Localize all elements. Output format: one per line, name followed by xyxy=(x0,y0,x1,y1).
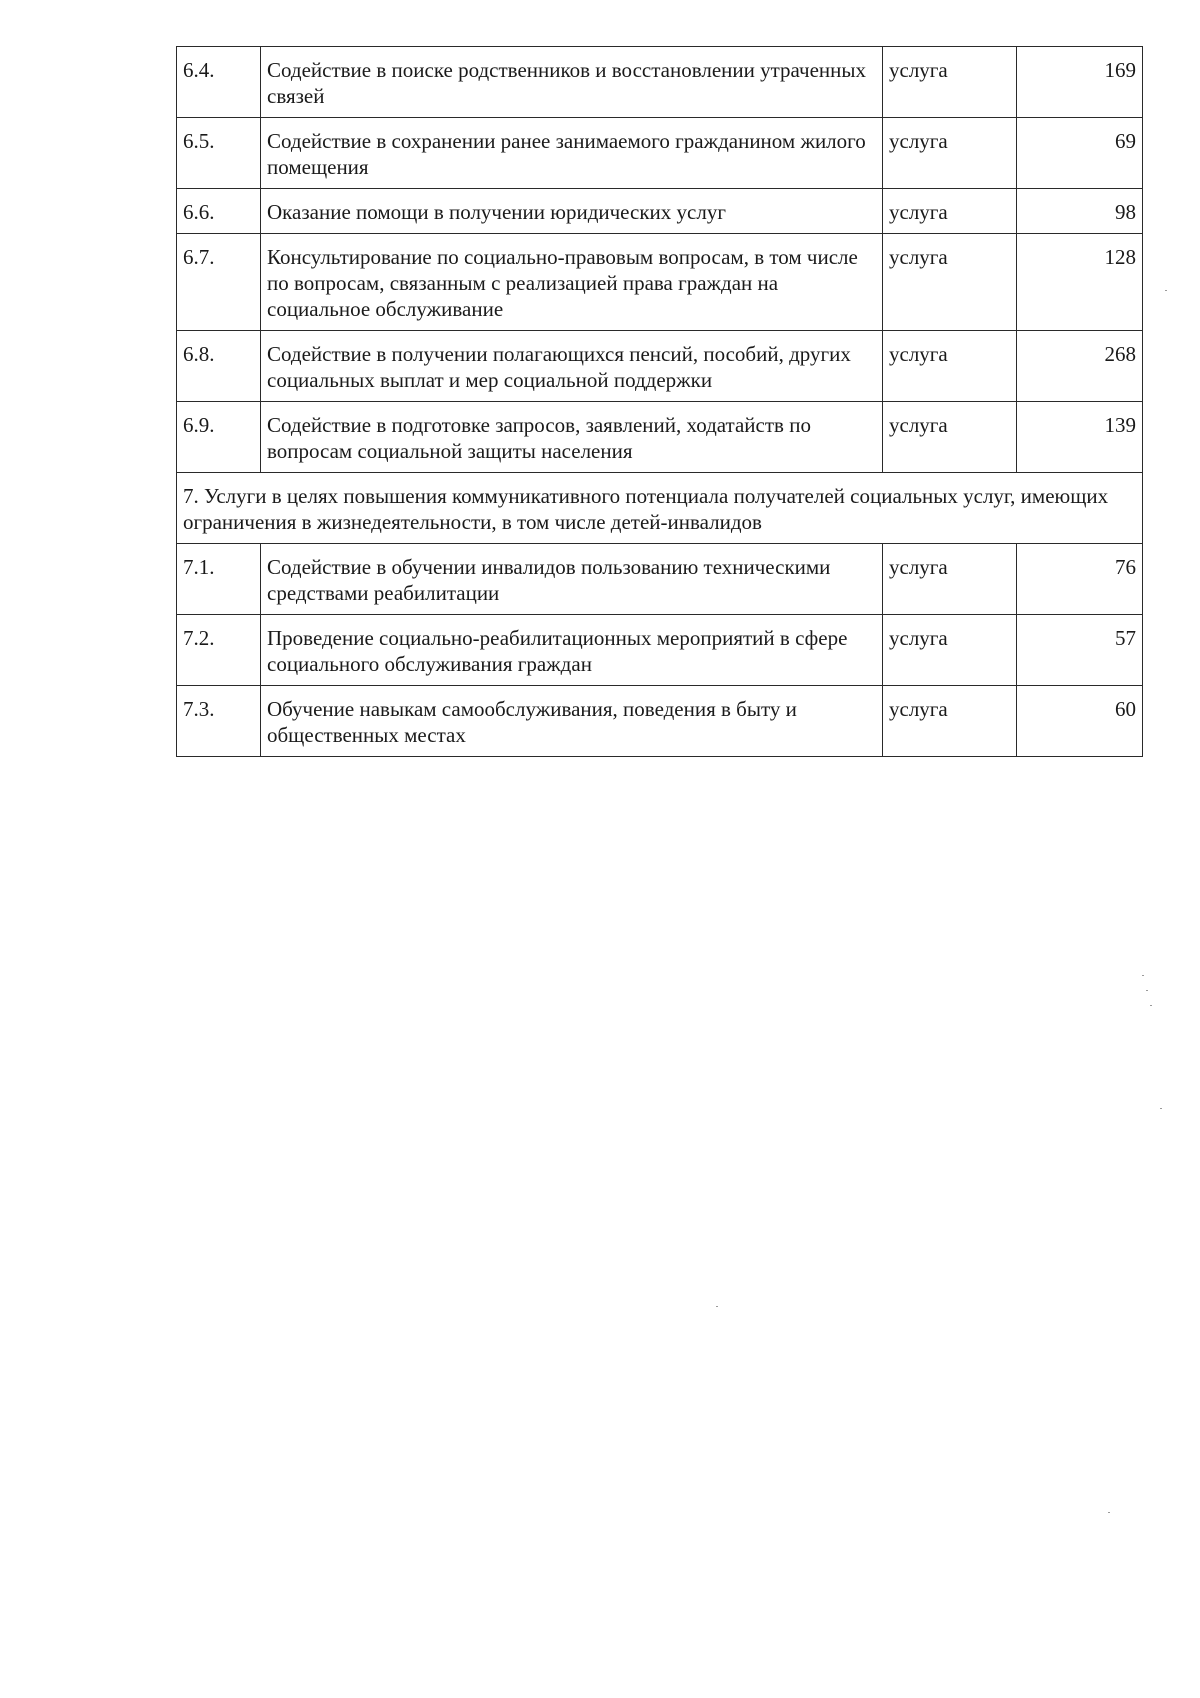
row-number: 7.2. xyxy=(177,615,261,686)
table-row xyxy=(177,331,1143,402)
service-unit: услуга xyxy=(883,331,1017,402)
service-unit: услуга xyxy=(883,47,1017,118)
service-value: 268 xyxy=(1017,331,1143,402)
service-value: 76 xyxy=(1017,544,1143,615)
service-name: Содействие в сохранении ранее занимаемого гражданином жилого помещения xyxy=(261,118,883,189)
table-row xyxy=(177,544,1143,615)
service-unit: услуга xyxy=(883,686,1017,757)
service-value: 57 xyxy=(1017,615,1143,686)
scan-speck xyxy=(1146,990,1148,991)
row-number: 7.3. xyxy=(177,686,261,757)
service-unit: услуга xyxy=(883,189,1017,234)
row-number: 6.9. xyxy=(177,402,261,473)
table-row xyxy=(177,615,1143,686)
service-name: Содействие в получении полагающихся пенсий, пособий, других социальных выплат и мер социальной поддержки xyxy=(261,331,883,402)
service-name: Консультирование по социально-правовым вопросам, в том числе по вопросам, связанным с реализацией права граждан на социальное обслуживание xyxy=(261,234,883,331)
service-value: 139 xyxy=(1017,402,1143,473)
service-value: 169 xyxy=(1017,47,1143,118)
row-number: 6.7. xyxy=(177,234,261,331)
service-value: 69 xyxy=(1017,118,1143,189)
row-number: 6.8. xyxy=(177,331,261,402)
service-name: Содействие в обучении инвалидов пользованию техническими средствами реабилитации xyxy=(261,544,883,615)
table-row xyxy=(177,402,1143,473)
service-name: Содействие в подготовке запросов, заявлений, ходатайств по вопросам социальной защиты населения xyxy=(261,402,883,473)
table-row xyxy=(177,234,1143,331)
section-title: 7. Услуги в целях повышения коммуникативного потенциала получателей социальных услуг, имеющих ограничения в жизнедеятельности, в том числе детей-инвалидов xyxy=(177,473,1143,544)
service-unit: услуга xyxy=(883,118,1017,189)
table-row xyxy=(177,189,1143,234)
row-number: 6.6. xyxy=(177,189,261,234)
service-unit: услуга xyxy=(883,544,1017,615)
row-number: 6.4. xyxy=(177,47,261,118)
section-header-row xyxy=(177,473,1143,544)
scan-speck xyxy=(716,1306,718,1307)
service-unit: услуга xyxy=(883,402,1017,473)
service-name: Обучение навыкам самообслуживания, поведения в быту и общественных местах xyxy=(261,686,883,757)
scan-speck xyxy=(1150,1005,1152,1006)
table-row xyxy=(177,47,1143,118)
row-number: 7.1. xyxy=(177,544,261,615)
table-row xyxy=(177,686,1143,757)
scan-speck xyxy=(1108,1512,1110,1513)
service-unit: услуга xyxy=(883,234,1017,331)
table-row xyxy=(177,118,1143,189)
service-unit: услуга xyxy=(883,615,1017,686)
scan-speck xyxy=(1160,1108,1162,1109)
service-name: Содействие в поиске родственников и восстановлении утраченных связей xyxy=(261,47,883,118)
service-name: Оказание помощи в получении юридических услуг xyxy=(261,189,883,234)
row-number: 6.5. xyxy=(177,118,261,189)
service-value: 60 xyxy=(1017,686,1143,757)
service-name: Проведение социально-реабилитационных мероприятий в сфере социального обслуживания граждан xyxy=(261,615,883,686)
service-value: 98 xyxy=(1017,189,1143,234)
scan-speck xyxy=(1165,290,1167,291)
service-value: 128 xyxy=(1017,234,1143,331)
services-table xyxy=(176,46,1143,757)
scan-speck xyxy=(1142,975,1144,976)
